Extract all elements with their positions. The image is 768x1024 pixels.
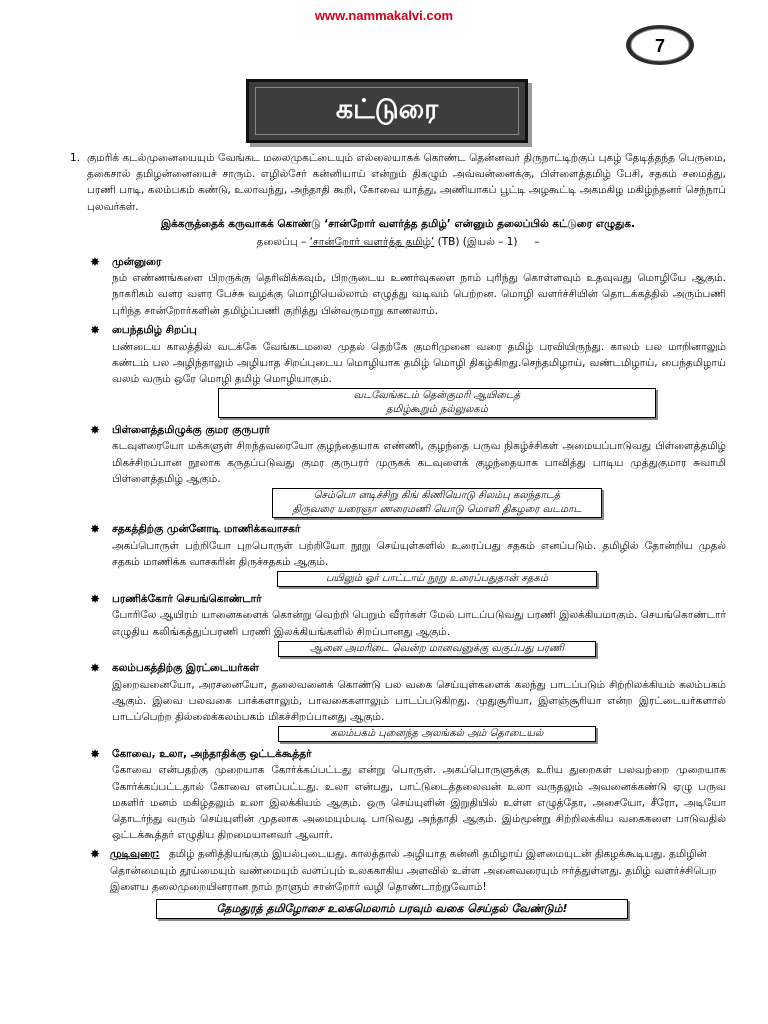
section-body: நம் எண்ணங்களை பிறருக்கு தெரிவிக்கவும், பிறருடைய உணர்வுகளை நாம் புரிந்து கொள்ளவும் உதவுவது மொழியே ஆகும். நாகரிகம் வளர வளர பேச்சு வழக்கு மொழியெல்லாம் எழுத்து வடிவம் பெற்றன. மொழி வளர்ச்சியின் தொடக்கத்தில் அரும்பணி புரிந்த சான்றோர்களின் தமிழ்ப்பணி குறித்து பின்வருமாறு காணலாம்.	[112, 272, 726, 317]
essay-section	[70, 660, 726, 743]
essay-sections	[70, 253, 726, 843]
section-heading	[90, 521, 726, 538]
star-bullet-icon: ✸	[90, 522, 101, 537]
section-heading	[90, 745, 726, 762]
topic-dash: –	[534, 236, 540, 249]
section-heading-text: பைந்தமிழ் சிறப்பு	[112, 324, 197, 337]
quote-box	[272, 488, 602, 518]
quote-line: கலம்பகம் புனைந்த அலங்கல் அம் தொடையல்	[330, 728, 544, 740]
question-instruction: இக்கருத்தைக் கருவாகக் கொண்டு ‘சான்றோர் வளர்த்த தமிழ்’ என்னும் தலைப்பில் கட்டுரை எழுதுக.	[160, 217, 636, 230]
essay-section	[70, 421, 726, 518]
essay-section	[70, 253, 726, 319]
closing-slogan: தேமதுரத் தமிழோசை உலகமெலாம் பரவும் வகை செய்தல் வேண்டும்!	[156, 899, 628, 919]
question-number: 1.	[70, 152, 81, 164]
conclusion-label: முடிவுரை:	[110, 848, 160, 861]
star-bullet-icon: ✸	[90, 323, 101, 338]
quote-line: ஆனை அமரிடை வென்ற மானவனுக்கு வகுப்பது பரணி	[309, 642, 565, 654]
question-intro	[70, 150, 726, 215]
page-title: கட்டுரை	[335, 93, 439, 125]
section-heading-text: கோவை, உலா, அந்தாதிக்கு ஒட்டக்கூத்தர்	[112, 747, 312, 760]
quote-box	[218, 388, 656, 418]
topic-line	[70, 234, 726, 250]
section-body: கோவை என்பதற்கு முறையாக கோர்க்கப்பட்டது என்று பொருள். அகப்பொருளுக்கு உரிய துறைகள் பலவற்றை முறையாக கோர்க்கப்பட்டதால் கோவை எனப்பட்டது. உலா என்பது, பாட்டுடைத்தலைவன் உலா வருதலும் அவனைக்கண்டு ஏழு பருவ மகளிர் மனம் மகிழ்தலும் உலா இலக்கியம் ஆகும். ஒரு செய்யுளின் இறுதியில் உள்ள எழுத்தோ, அசையோ, சீரோ, அடியோ தொடர்ந்து வரும் செய்யுளின் முதலாக அமையும்படி பாடுவது அந்தாதி ஆகும். இம்மூன்று சிற்றிலக்கிய வகைகளை பாடுவதில் ஒட்டக்கூத்தர் எழுதிய திறமையானவர் ஆவார்.	[112, 764, 726, 842]
section-heading	[90, 660, 726, 677]
section-heading-text: பரணிக்கோர் செயங்கொண்டார்	[112, 592, 262, 605]
section-heading	[90, 322, 726, 339]
quote-line: தமிழ்கூறும் நல்லுலகம்	[386, 404, 488, 416]
essay-section	[70, 745, 726, 843]
quote-box	[278, 641, 596, 657]
question-text: குமரிக் கடல்முனையையும் வேங்கட மலைமுகட்டையும் எல்லையாகக் கொண்ட தென்னவர் திருநாட்டிற்குப் புகழ் தேடித்தந்த பெருமை, தகைசால் தமிழன்னையைச் சாரும். எழில்சேர் கன்னியாய் என்றும் திகழும் அவ்வன்னைக்கு, பிள்ளைத்தமிழ் பேசி, சதகம் சமைத்து, பரணி பாடி, கலம்பகம் கண்டு, உலாவந்து, அந்தாதி கூறி, கோவை யாத்து, அணியாகப் பூட்டி அழகூட்டி அகமகிழ மகிழ்ந்தனர் செந்நாப் புலவர்கள்.	[87, 152, 726, 213]
site-url[interactable]: www.nammakalvi.com	[314, 8, 454, 23]
section-body: பண்டைய காலத்தில் வடக்கே வேங்கடமலை முதல் தெற்கே குமரிமுனை வரை தமிழ் பரவியிருந்து. காலம் பல மாறினாலும் கண்டம் பல அழிந்தாலும் அழியாத சிறப்புடைய மொழியாக தமிழ் மொழி திகழ்கிறது.செந்தமிழாய், வண்டமிழாய், பைந்தமிழாய் வலம் வரும் ஒரே மொழி தமிழ் மொழியாகும்.	[112, 340, 726, 386]
section-heading-text: சதகத்திற்கு முன்னோடி மாணிக்கவாசகர்	[112, 523, 301, 536]
page-number: 7	[654, 36, 666, 56]
essay-section	[70, 521, 726, 587]
section-heading-text: முன்னுரை	[112, 255, 162, 268]
essay-section	[70, 590, 726, 656]
star-bullet-icon: ✸	[90, 661, 101, 676]
essay-content	[70, 150, 726, 919]
quote-line: செம்பொ னடிச்சிறு கிங் கிணியொடு சிலம்பு கலந்தாடத்	[313, 490, 561, 502]
topic-title: ‘சான்றோர் வளர்த்த தமிழ்’	[309, 236, 435, 249]
star-bullet-icon: ✸	[90, 422, 101, 437]
quote-box	[277, 571, 597, 587]
section-heading	[90, 421, 726, 438]
quote-box	[278, 726, 596, 742]
star-bullet-icon: ✸	[90, 746, 101, 761]
quote-line: திருவரை யரைஞா ணரைமணி யொடு மொளி திகழரை வடமாட	[292, 504, 582, 516]
star-bullet-icon: ✸	[90, 254, 101, 269]
title-banner	[246, 79, 528, 143]
topic-suffix: (TB) (இயல் – 1)	[437, 236, 518, 249]
section-heading-text: பிள்ளைத்தமிழுக்கு குமர குருபரர்	[112, 423, 270, 436]
section-heading	[90, 590, 726, 607]
section-body: கடவுளரையோ மக்களுள் சிறந்தவரையோ குழந்தையாக எண்ணி, குழந்தை பருவ நிகழ்ச்சிகள் அமையப்பாடுவது பிள்ளைத்தமிழ் மிகச்சிறப்பான நூலாக கருதப்படுவது குமர குருபரர் முருகக் கடவுளைக் குழந்தையாக பாவித்து பாடிய முத்துகுமார சுவாமி பிள்ளைத்தமிழ் ஆகும்.	[112, 440, 726, 485]
conclusion-body: தமிழ் தனித்தியங்கும் இயல்புடையது. காலத்தால் அழியாத கன்னி தமிழாய் இளமையுடன் திகழக்கூடியது. தமிழின் தொன்மையும் தூய்மையும் வண்மையும் வளப்பும் உலககாகிய அளவில் உள்ள அனைவரையும் ஈர்த்துள்ளது. தமிழ் வளர்ச்சிபெற இளைய தலைமுறையினரான நாம் நாளும் சான்றோர் வழி தொண்டாற்றுவோம்!	[110, 848, 717, 893]
section-body: போரிலே ஆயிரம் யானைகளைக் கொன்று வெற்றி பெறும் வீரர்கள் மேல் பாடப்படுவது பரணி இலக்கியமாகும். செயங்கொண்டார் எழுதிய கலிங்கத்துப்பரணி பரணி இலக்கியங்களில் சிறப்பானது ஆகும்.	[112, 609, 726, 638]
section-heading	[90, 253, 726, 270]
page-number-badge	[624, 23, 696, 67]
section-heading-text: கலம்பகத்திற்கு இரட்டையர்கள்	[112, 662, 259, 675]
quote-line: பயிலும் ஓர் பாட்டாய் நூறு உரைப்பதுதான் சதகம்	[326, 573, 548, 585]
section-body: இறைவனையோ, அரசனையோ, தலைவனைக் கொண்டு பல வகை செய்யுள்களைக் கலந்து பாடப்படும் சிற்றிலக்கியம் கலம்பகம் ஆகும். இவை பலவகை பாக்களாலும், பாவகைகளாலும் பாடப்படுகிறது. முதுசூரியா, இளஞ்சூரியா என்ற இரட்டையர்களால் பாடப்பெற்ற தில்லைக்கலம்பகம் மிகச்சிறப்பானது ஆகும்.	[112, 678, 726, 724]
section-body: அகப்பொருள் பற்றியோ புறபொருள் பற்றியோ நூறு செய்யுள்களில் உரைப்பது சதகம் எனப்படும். தமிழில் தோன்றிய முதல் சதகம் மாணிக்க வாசகரின் திருச்சதகம் ஆகும்.	[112, 540, 726, 569]
star-bullet-icon: ✸	[90, 591, 101, 606]
quote-line: வடவேங்கடம் தென்குமரி ஆயிடைத்	[353, 390, 521, 402]
star-bullet-icon: ✸	[90, 847, 101, 862]
topic-label: தலைப்பு –	[256, 236, 307, 249]
conclusion	[90, 846, 726, 895]
essay-section	[70, 322, 726, 419]
